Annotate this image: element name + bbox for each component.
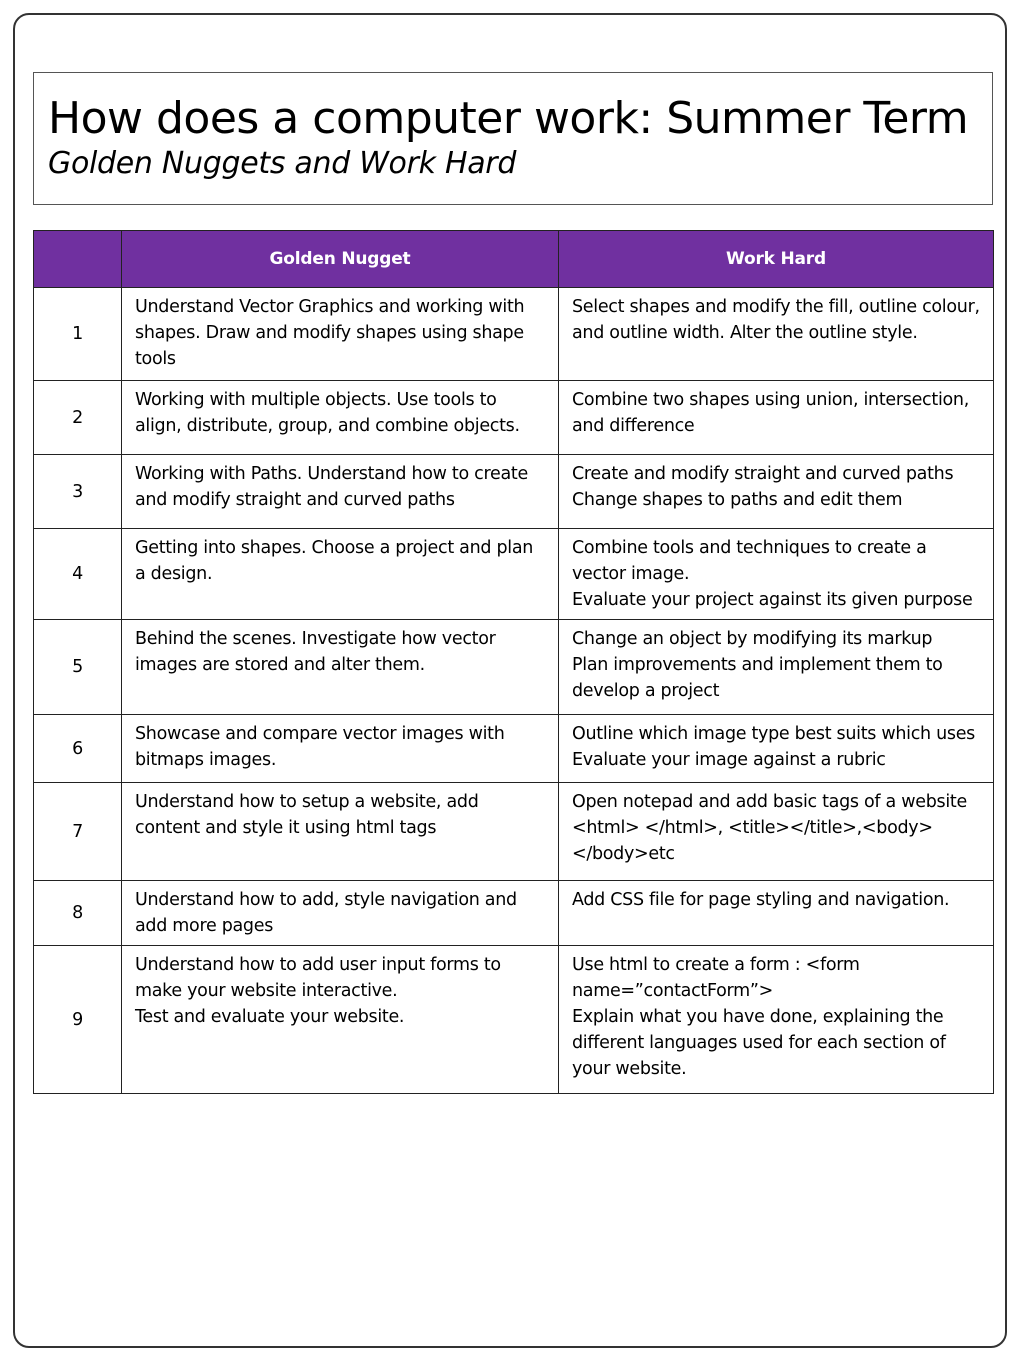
row-number: 5 bbox=[34, 620, 122, 715]
table-row bbox=[34, 529, 994, 620]
golden-nugget-cell: Understand how to add user input forms to make your website interactive. Test and evaluate your website. bbox=[122, 946, 559, 1094]
row-number: 7 bbox=[34, 783, 122, 881]
table-row bbox=[34, 620, 994, 715]
row-number: 1 bbox=[34, 288, 122, 381]
golden-nugget-cell: Getting into shapes. Choose a project and plan a design. bbox=[122, 529, 559, 620]
golden-nugget-cell: Behind the scenes. Investigate how vector images are stored and alter them. bbox=[122, 620, 559, 715]
work-hard-cell: Change an object by modifying its markup Plan improvements and implement them to develop a project bbox=[559, 620, 994, 715]
work-hard-cell: Combine two shapes using union, intersection, and difference bbox=[559, 381, 994, 455]
curriculum-table bbox=[33, 230, 994, 1094]
work-hard-cell: Open notepad and add basic tags of a website <html> </html>, <title></title>,<body> </body>etc bbox=[559, 783, 994, 881]
table-header-row bbox=[34, 231, 994, 288]
table-row bbox=[34, 946, 994, 1094]
row-number: 3 bbox=[34, 455, 122, 529]
work-hard-cell: Create and modify straight and curved paths Change shapes to paths and edit them bbox=[559, 455, 994, 529]
golden-nugget-cell: Understand how to add, style navigation and add more pages bbox=[122, 881, 559, 946]
page-title: How does a computer work: Summer Term bbox=[48, 93, 969, 144]
row-number: 6 bbox=[34, 715, 122, 783]
column-header-golden-nugget: Golden Nugget bbox=[122, 231, 559, 288]
row-number: 8 bbox=[34, 881, 122, 946]
table-row bbox=[34, 783, 994, 881]
golden-nugget-cell: Understand Vector Graphics and working with shapes. Draw and modify shapes using shape tools bbox=[122, 288, 559, 381]
work-hard-cell: Outline which image type best suits which uses Evaluate your image against a rubric bbox=[559, 715, 994, 783]
row-number: 9 bbox=[34, 946, 122, 1094]
table-row bbox=[34, 715, 994, 783]
golden-nugget-cell: Working with Paths. Understand how to create and modify straight and curved paths bbox=[122, 455, 559, 529]
table-row bbox=[34, 288, 994, 381]
title-box bbox=[33, 72, 993, 205]
page-subtitle: Golden Nuggets and Work Hard bbox=[48, 146, 517, 181]
golden-nugget-cell: Showcase and compare vector images with bitmaps images. bbox=[122, 715, 559, 783]
golden-nugget-cell: Understand how to setup a website, add content and style it using html tags bbox=[122, 783, 559, 881]
table-row bbox=[34, 881, 994, 946]
work-hard-cell: Select shapes and modify the fill, outline colour, and outline width. Alter the outline style. bbox=[559, 288, 994, 381]
table-row bbox=[34, 455, 994, 529]
work-hard-cell: Use html to create a form : <form name=”contactForm”> Explain what you have done, explaining the different languages used for each section of your website. bbox=[559, 946, 994, 1094]
row-number: 4 bbox=[34, 529, 122, 620]
column-header-work-hard: Work Hard bbox=[559, 231, 994, 288]
row-number: 2 bbox=[34, 381, 122, 455]
golden-nugget-cell: Working with multiple objects. Use tools to align, distribute, group, and combine objects. bbox=[122, 381, 559, 455]
table-row bbox=[34, 381, 994, 455]
work-hard-cell: Combine tools and techniques to create a vector image. Evaluate your project against its given purpose bbox=[559, 529, 994, 620]
work-hard-cell: Add CSS file for page styling and navigation. bbox=[559, 881, 994, 946]
column-header-number bbox=[34, 231, 122, 288]
